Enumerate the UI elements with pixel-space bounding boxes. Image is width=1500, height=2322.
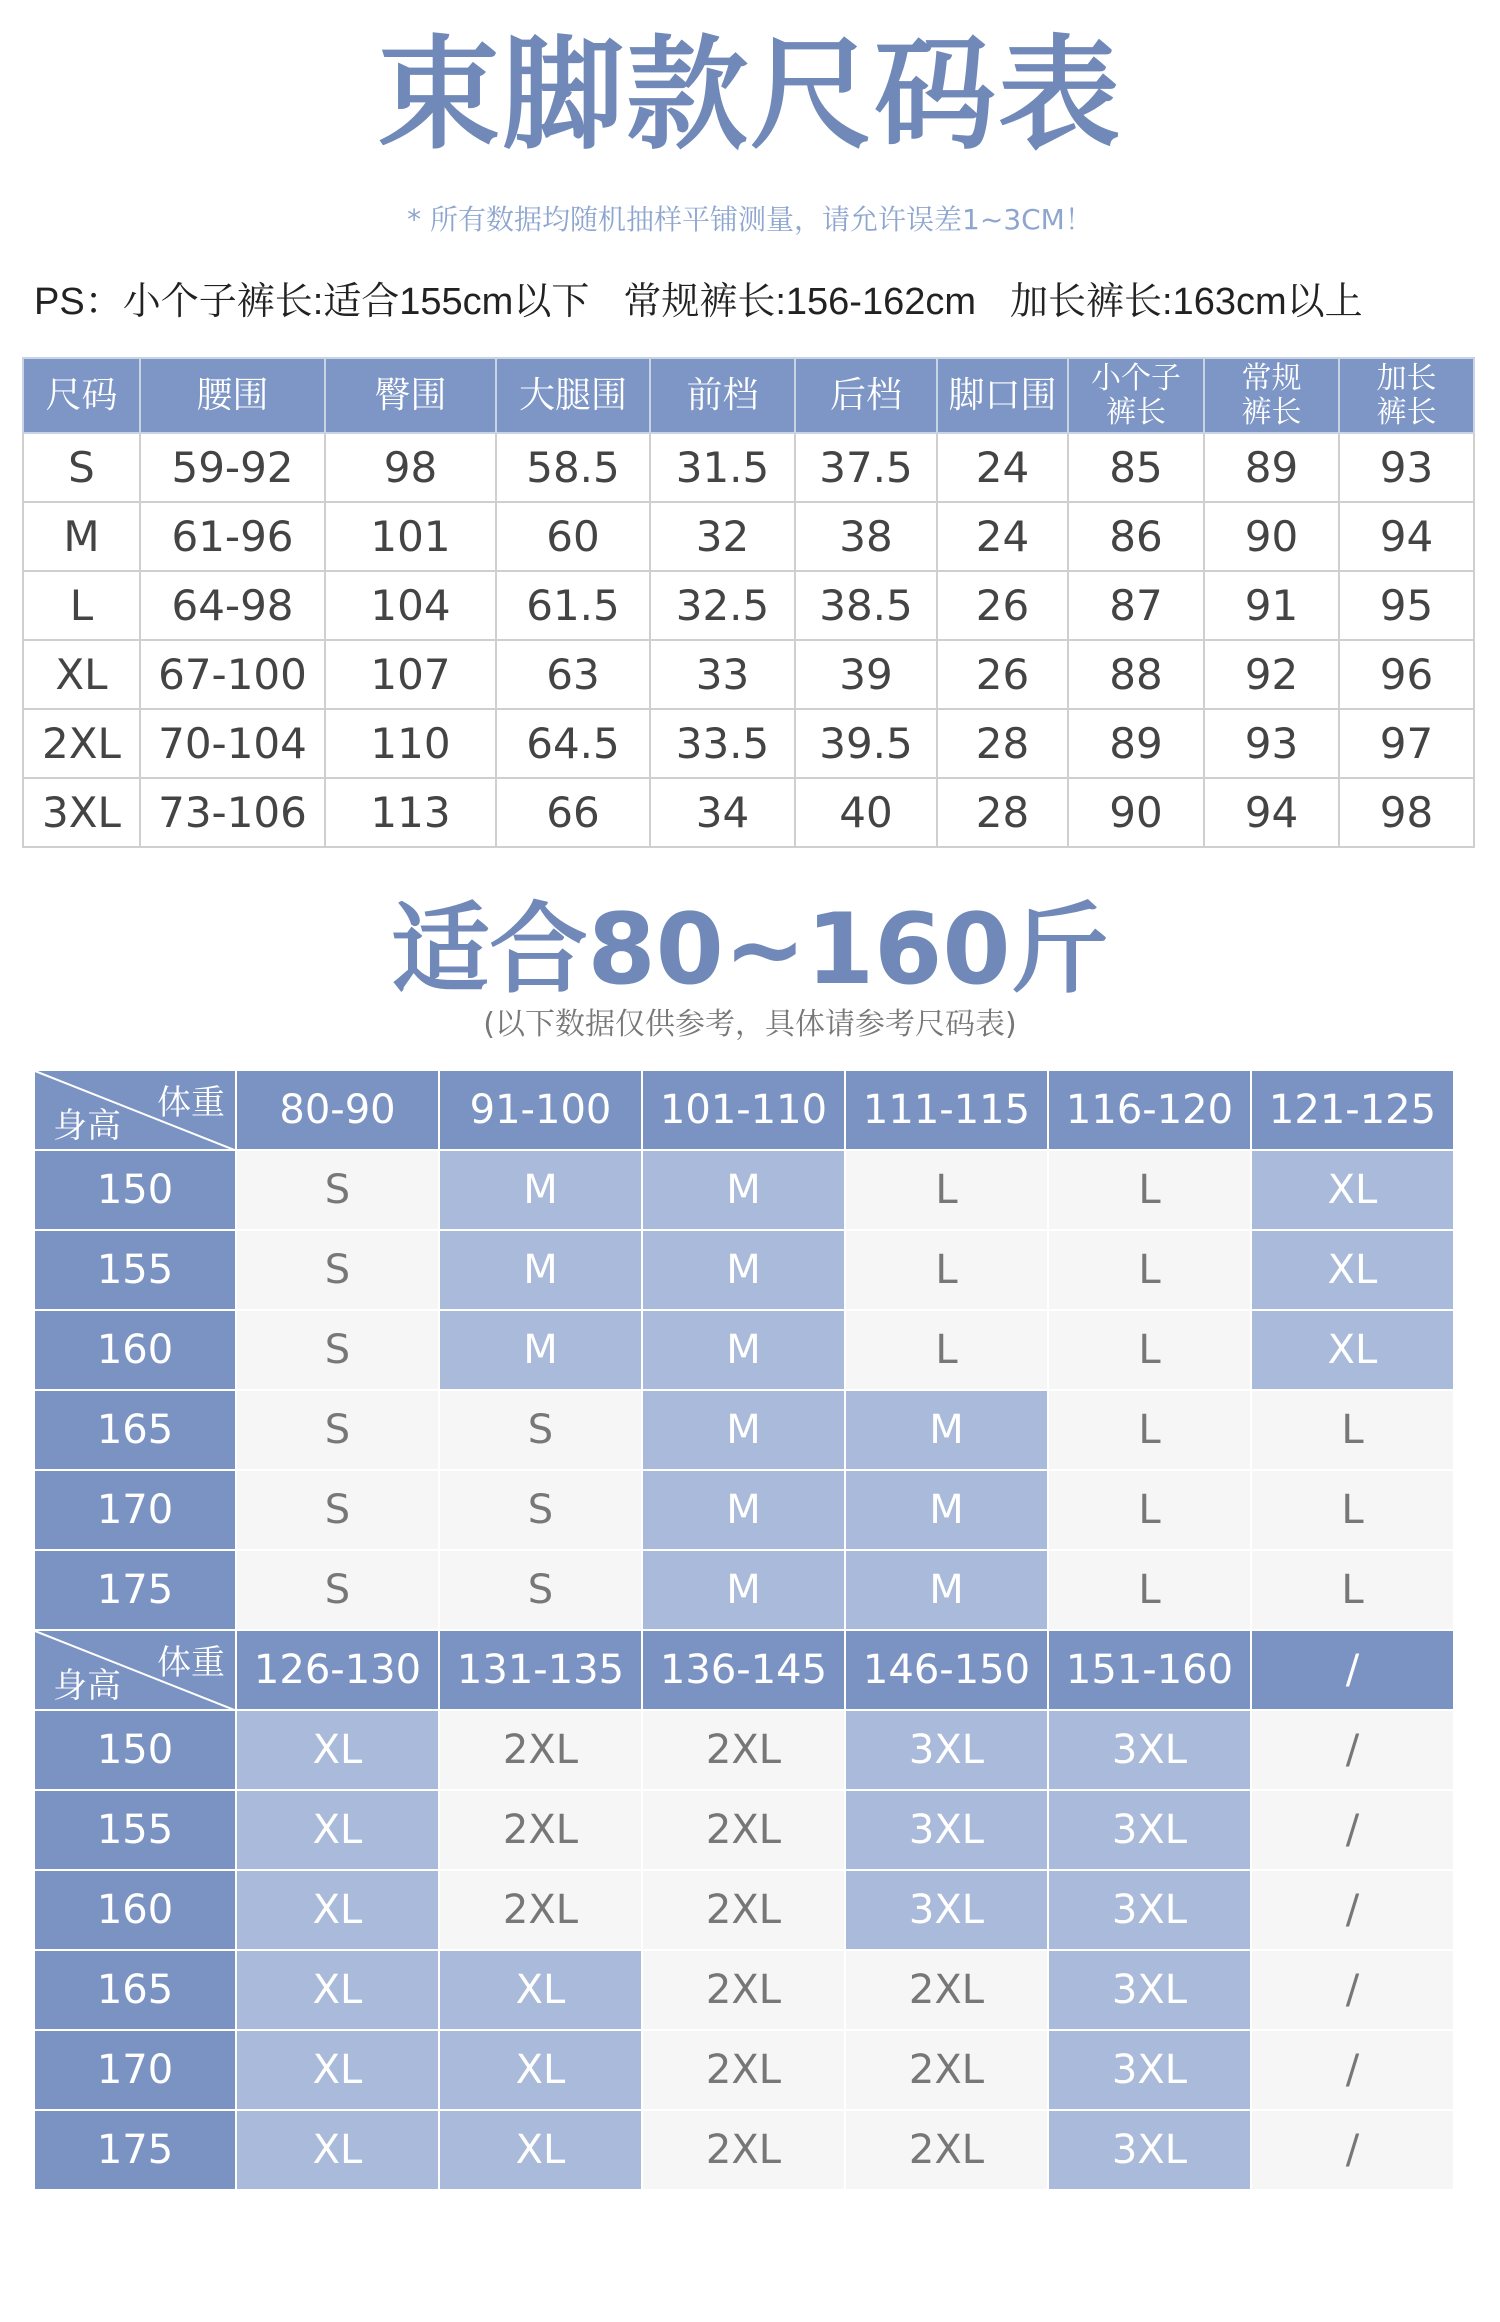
size-cell: 33.5 bbox=[650, 709, 795, 778]
size-cell: 24 bbox=[937, 433, 1068, 502]
ps-prefix: PS： bbox=[34, 281, 123, 323]
size-recommendation-cell: 3XL bbox=[846, 1711, 1049, 1791]
size-cell: 93 bbox=[1339, 433, 1474, 502]
size-recommendation-cell: S bbox=[440, 1471, 643, 1551]
size-cell: 67-100 bbox=[140, 640, 325, 709]
size-cell: 93 bbox=[1204, 709, 1339, 778]
size-recommendation-cell: XL bbox=[237, 1711, 440, 1791]
size-recommendation-cell: L bbox=[1049, 1471, 1252, 1551]
size-cell: 59-92 bbox=[140, 433, 325, 502]
size-recommendation-cell: XL bbox=[1252, 1311, 1455, 1391]
corner-height-label: 身高 bbox=[53, 1106, 121, 1146]
size-cell: 92 bbox=[1204, 640, 1339, 709]
size-header-cell: 腰围 bbox=[140, 358, 325, 433]
size-cell: 85 bbox=[1068, 433, 1204, 502]
size-recommendation-cell: L bbox=[1049, 1551, 1252, 1631]
table-row bbox=[35, 1231, 1455, 1311]
size-recommendation-cell: L bbox=[846, 1151, 1049, 1231]
size-recommendation-cell: L bbox=[1252, 1391, 1455, 1471]
size-cell: S bbox=[23, 433, 140, 502]
size-recommendation-cell: 2XL bbox=[440, 1871, 643, 1951]
size-cell: 101 bbox=[325, 502, 496, 571]
ps-line bbox=[34, 272, 1474, 332]
height-label-cell: 150 bbox=[35, 1151, 237, 1231]
size-cell: 40 bbox=[795, 778, 937, 847]
size-cell: 34 bbox=[650, 778, 795, 847]
weight-header-cell: 121-125 bbox=[1252, 1071, 1455, 1151]
size-recommendation-cell: XL bbox=[237, 2031, 440, 2111]
table-row bbox=[35, 2031, 1455, 2111]
grid-header-row bbox=[35, 1071, 1455, 1151]
size-cell: 33 bbox=[650, 640, 795, 709]
table-row bbox=[35, 1551, 1455, 1631]
size-cell: 107 bbox=[325, 640, 496, 709]
size-cell: 28 bbox=[937, 778, 1068, 847]
size-recommendation-cell: XL bbox=[237, 2111, 440, 2191]
table-row bbox=[23, 709, 1474, 778]
size-cell: 113 bbox=[325, 778, 496, 847]
table-row bbox=[35, 1151, 1455, 1231]
size-header-cell: 大腿围 bbox=[496, 358, 650, 433]
weight-header-cell: 151-160 bbox=[1049, 1631, 1252, 1711]
measurement-note: * 所有数据均随机抽样平铺测量，请允许误差1~3CM！ bbox=[407, 203, 1093, 236]
size-cell: 28 bbox=[937, 709, 1068, 778]
size-recommendation-cell: XL bbox=[1252, 1231, 1455, 1311]
corner-cell bbox=[35, 1071, 237, 1151]
table-row bbox=[35, 1391, 1455, 1471]
size-recommendation-cell: 3XL bbox=[846, 1791, 1049, 1871]
size-recommendation-cell: M bbox=[643, 1151, 846, 1231]
size-cell: 86 bbox=[1068, 502, 1204, 571]
size-recommendation-cell: 3XL bbox=[846, 1871, 1049, 1951]
size-recommendation-cell: 2XL bbox=[846, 2031, 1049, 2111]
size-cell: 24 bbox=[937, 502, 1068, 571]
size-recommendation-cell: 2XL bbox=[643, 2031, 846, 2111]
size-header-cell: 前档 bbox=[650, 358, 795, 433]
size-recommendation-cell: 3XL bbox=[1049, 1711, 1252, 1791]
size-recommendation-cell: / bbox=[1252, 1711, 1455, 1791]
size-recommendation-cell: 2XL bbox=[643, 1711, 846, 1791]
height-label-cell: 170 bbox=[35, 2031, 237, 2111]
size-table-header bbox=[23, 358, 1474, 433]
weight-header-cell: 111-115 bbox=[846, 1071, 1049, 1151]
size-recommendation-cell: M bbox=[846, 1551, 1049, 1631]
size-cell: 110 bbox=[325, 709, 496, 778]
size-recommendation-cell: XL bbox=[440, 2111, 643, 2191]
size-cell: 70-104 bbox=[140, 709, 325, 778]
size-recommendation-cell: L bbox=[1049, 1231, 1252, 1311]
size-recommendation-cell: / bbox=[1252, 2111, 1455, 2191]
size-recommendation-cell: M bbox=[440, 1151, 643, 1231]
size-recommendation-cell: XL bbox=[237, 1871, 440, 1951]
size-cell: 89 bbox=[1204, 433, 1339, 502]
size-header-cell: 小个子 裤长 bbox=[1068, 358, 1204, 433]
size-recommendation-cell: 2XL bbox=[846, 2111, 1049, 2191]
size-cell: 31.5 bbox=[650, 433, 795, 502]
table-row bbox=[35, 2111, 1455, 2191]
size-recommendation-cell: M bbox=[846, 1391, 1049, 1471]
size-cell: 66 bbox=[496, 778, 650, 847]
size-cell: 104 bbox=[325, 571, 496, 640]
size-recommendation-cell: XL bbox=[440, 2031, 643, 2111]
table-row bbox=[35, 1871, 1455, 1951]
table-row bbox=[35, 1311, 1455, 1391]
size-recommendation-grid bbox=[35, 1071, 1455, 2191]
size-recommendation-cell: L bbox=[1252, 1551, 1455, 1631]
size-recommendation-cell: XL bbox=[1252, 1151, 1455, 1231]
size-recommendation-cell: M bbox=[440, 1231, 643, 1311]
size-header-cell: 尺码 bbox=[23, 358, 140, 433]
size-recommendation-cell: L bbox=[1049, 1311, 1252, 1391]
size-recommendation-cell: 2XL bbox=[440, 1711, 643, 1791]
size-recommendation-cell: 3XL bbox=[1049, 2031, 1252, 2111]
size-recommendation-cell: M bbox=[643, 1551, 846, 1631]
height-label-cell: 165 bbox=[35, 1951, 237, 2031]
size-cell: 94 bbox=[1204, 778, 1339, 847]
size-recommendation-cell: / bbox=[1252, 2031, 1455, 2111]
size-table bbox=[22, 357, 1475, 848]
size-recommendation-cell: / bbox=[1252, 1951, 1455, 2031]
size-cell: 39.5 bbox=[795, 709, 937, 778]
size-recommendation-cell: S bbox=[237, 1551, 440, 1631]
weight-header-cell: 136-145 bbox=[643, 1631, 846, 1711]
size-recommendation-cell: M bbox=[643, 1311, 846, 1391]
size-cell: 98 bbox=[1339, 778, 1474, 847]
size-cell: 38 bbox=[795, 502, 937, 571]
height-label-cell: 170 bbox=[35, 1471, 237, 1551]
size-cell: 37.5 bbox=[795, 433, 937, 502]
size-cell: 88 bbox=[1068, 640, 1204, 709]
size-cell: 26 bbox=[937, 640, 1068, 709]
size-cell: 91 bbox=[1204, 571, 1339, 640]
size-cell: 90 bbox=[1068, 778, 1204, 847]
size-cell: 26 bbox=[937, 571, 1068, 640]
size-recommendation-cell: 2XL bbox=[846, 1951, 1049, 2031]
size-recommendation-cell: L bbox=[1252, 1471, 1455, 1551]
size-cell: 90 bbox=[1204, 502, 1339, 571]
size-recommendation-cell: S bbox=[237, 1151, 440, 1231]
size-cell: 94 bbox=[1339, 502, 1474, 571]
size-header-cell: 常规 裤长 bbox=[1204, 358, 1339, 433]
size-recommendation-cell: / bbox=[1252, 1791, 1455, 1871]
size-recommendation-cell: 2XL bbox=[643, 1871, 846, 1951]
size-header-cell: 加长 裤长 bbox=[1339, 358, 1474, 433]
size-recommendation-cell: 3XL bbox=[1049, 1791, 1252, 1871]
corner-cell bbox=[35, 1631, 237, 1711]
size-cell: 98 bbox=[325, 433, 496, 502]
table-row bbox=[23, 433, 1474, 502]
weight-header-cell: 101-110 bbox=[643, 1071, 846, 1151]
size-recommendation-cell: XL bbox=[237, 1951, 440, 2031]
height-label-cell: 160 bbox=[35, 1871, 237, 1951]
size-header-cell: 后档 bbox=[795, 358, 937, 433]
size-recommendation-cell: M bbox=[846, 1471, 1049, 1551]
size-cell: 2XL bbox=[23, 709, 140, 778]
weight-header-cell: 116-120 bbox=[1049, 1071, 1252, 1151]
size-recommendation-cell: L bbox=[846, 1311, 1049, 1391]
size-cell: 87 bbox=[1068, 571, 1204, 640]
weight-header-cell: / bbox=[1252, 1631, 1455, 1711]
size-recommendation-cell: XL bbox=[237, 1791, 440, 1871]
table-row bbox=[23, 778, 1474, 847]
height-label-cell: 155 bbox=[35, 1231, 237, 1311]
size-cell: 97 bbox=[1339, 709, 1474, 778]
size-recommendation-cell: S bbox=[237, 1471, 440, 1551]
size-recommendation-cell: S bbox=[237, 1231, 440, 1311]
size-recommendation-cell: 2XL bbox=[440, 1791, 643, 1871]
size-recommendation-cell: S bbox=[440, 1551, 643, 1631]
weight-header-cell: 126-130 bbox=[237, 1631, 440, 1711]
size-recommendation-cell: 3XL bbox=[1049, 1951, 1252, 2031]
height-label-cell: 155 bbox=[35, 1791, 237, 1871]
size-recommendation-cell: S bbox=[237, 1391, 440, 1471]
height-label-cell: 165 bbox=[35, 1391, 237, 1471]
size-recommendation-cell: 3XL bbox=[1049, 2111, 1252, 2191]
size-cell: 58.5 bbox=[496, 433, 650, 502]
ps-regular-length: 常规裤长:156-162cm bbox=[623, 281, 976, 323]
size-header-cell: 臀围 bbox=[325, 358, 496, 433]
weight-header-cell: 131-135 bbox=[440, 1631, 643, 1711]
size-cell: 60 bbox=[496, 502, 650, 571]
weight-header-cell: 80-90 bbox=[237, 1071, 440, 1151]
size-recommendation-cell: XL bbox=[440, 1951, 643, 2031]
size-cell: 61-96 bbox=[140, 502, 325, 571]
size-recommendation-cell: 2XL bbox=[643, 1951, 846, 2031]
size-cell: XL bbox=[23, 640, 140, 709]
size-recommendation-cell: 2XL bbox=[643, 2111, 846, 2191]
size-recommendation-cell: / bbox=[1252, 1871, 1455, 1951]
size-table-body bbox=[23, 433, 1474, 847]
size-cell: 39 bbox=[795, 640, 937, 709]
table-row bbox=[23, 640, 1474, 709]
size-cell: 95 bbox=[1339, 571, 1474, 640]
table-row bbox=[35, 1471, 1455, 1551]
size-recommendation-cell: L bbox=[1049, 1391, 1252, 1471]
corner-weight-label: 体重 bbox=[157, 1643, 225, 1683]
size-recommendation-cell: S bbox=[237, 1311, 440, 1391]
size-recommendation-cell: L bbox=[1049, 1151, 1252, 1231]
size-cell: 96 bbox=[1339, 640, 1474, 709]
ps-long-length: 加长裤长:163cm以上 bbox=[1010, 281, 1363, 323]
corner-height-label: 身高 bbox=[53, 1666, 121, 1706]
size-cell: 63 bbox=[496, 640, 650, 709]
size-cell: 64-98 bbox=[140, 571, 325, 640]
size-recommendation-cell: M bbox=[643, 1471, 846, 1551]
size-cell: 64.5 bbox=[496, 709, 650, 778]
table-row bbox=[35, 1711, 1455, 1791]
weight-range-subtitle: (以下数据仅供参考，具体请参考尺码表) bbox=[483, 1007, 1017, 1042]
height-label-cell: 160 bbox=[35, 1311, 237, 1391]
size-header-cell: 脚口围 bbox=[937, 358, 1068, 433]
size-cell: 38.5 bbox=[795, 571, 937, 640]
size-cell: 89 bbox=[1068, 709, 1204, 778]
size-cell: M bbox=[23, 502, 140, 571]
size-cell: 3XL bbox=[23, 778, 140, 847]
size-cell: 32 bbox=[650, 502, 795, 571]
weight-range-title: 适合80~160斤 bbox=[391, 893, 1109, 1007]
weight-header-cell: 91-100 bbox=[440, 1071, 643, 1151]
size-recommendation-cell: M bbox=[440, 1311, 643, 1391]
table-row bbox=[35, 1951, 1455, 2031]
size-cell: L bbox=[23, 571, 140, 640]
ps-small-length: 小个子裤长:适合155cm以下 bbox=[122, 281, 590, 323]
size-recommendation-cell: 2XL bbox=[643, 1791, 846, 1871]
size-recommendation-cell: M bbox=[643, 1391, 846, 1471]
size-cell: 73-106 bbox=[140, 778, 325, 847]
weight-header-cell: 146-150 bbox=[846, 1631, 1049, 1711]
height-label-cell: 150 bbox=[35, 1711, 237, 1791]
height-label-cell: 175 bbox=[35, 2111, 237, 2191]
grid-header-row bbox=[35, 1631, 1455, 1711]
page-title: 束脚款尺码表 bbox=[378, 24, 1122, 166]
size-recommendation-cell: S bbox=[440, 1391, 643, 1471]
height-label-cell: 175 bbox=[35, 1551, 237, 1631]
size-cell: 61.5 bbox=[496, 571, 650, 640]
corner-weight-label: 体重 bbox=[157, 1083, 225, 1123]
size-recommendation-cell: L bbox=[846, 1231, 1049, 1311]
size-cell: 32.5 bbox=[650, 571, 795, 640]
table-row bbox=[35, 1791, 1455, 1871]
size-recommendation-cell: M bbox=[643, 1231, 846, 1311]
table-row bbox=[23, 502, 1474, 571]
table-row bbox=[23, 571, 1474, 640]
size-recommendation-cell: 3XL bbox=[1049, 1871, 1252, 1951]
